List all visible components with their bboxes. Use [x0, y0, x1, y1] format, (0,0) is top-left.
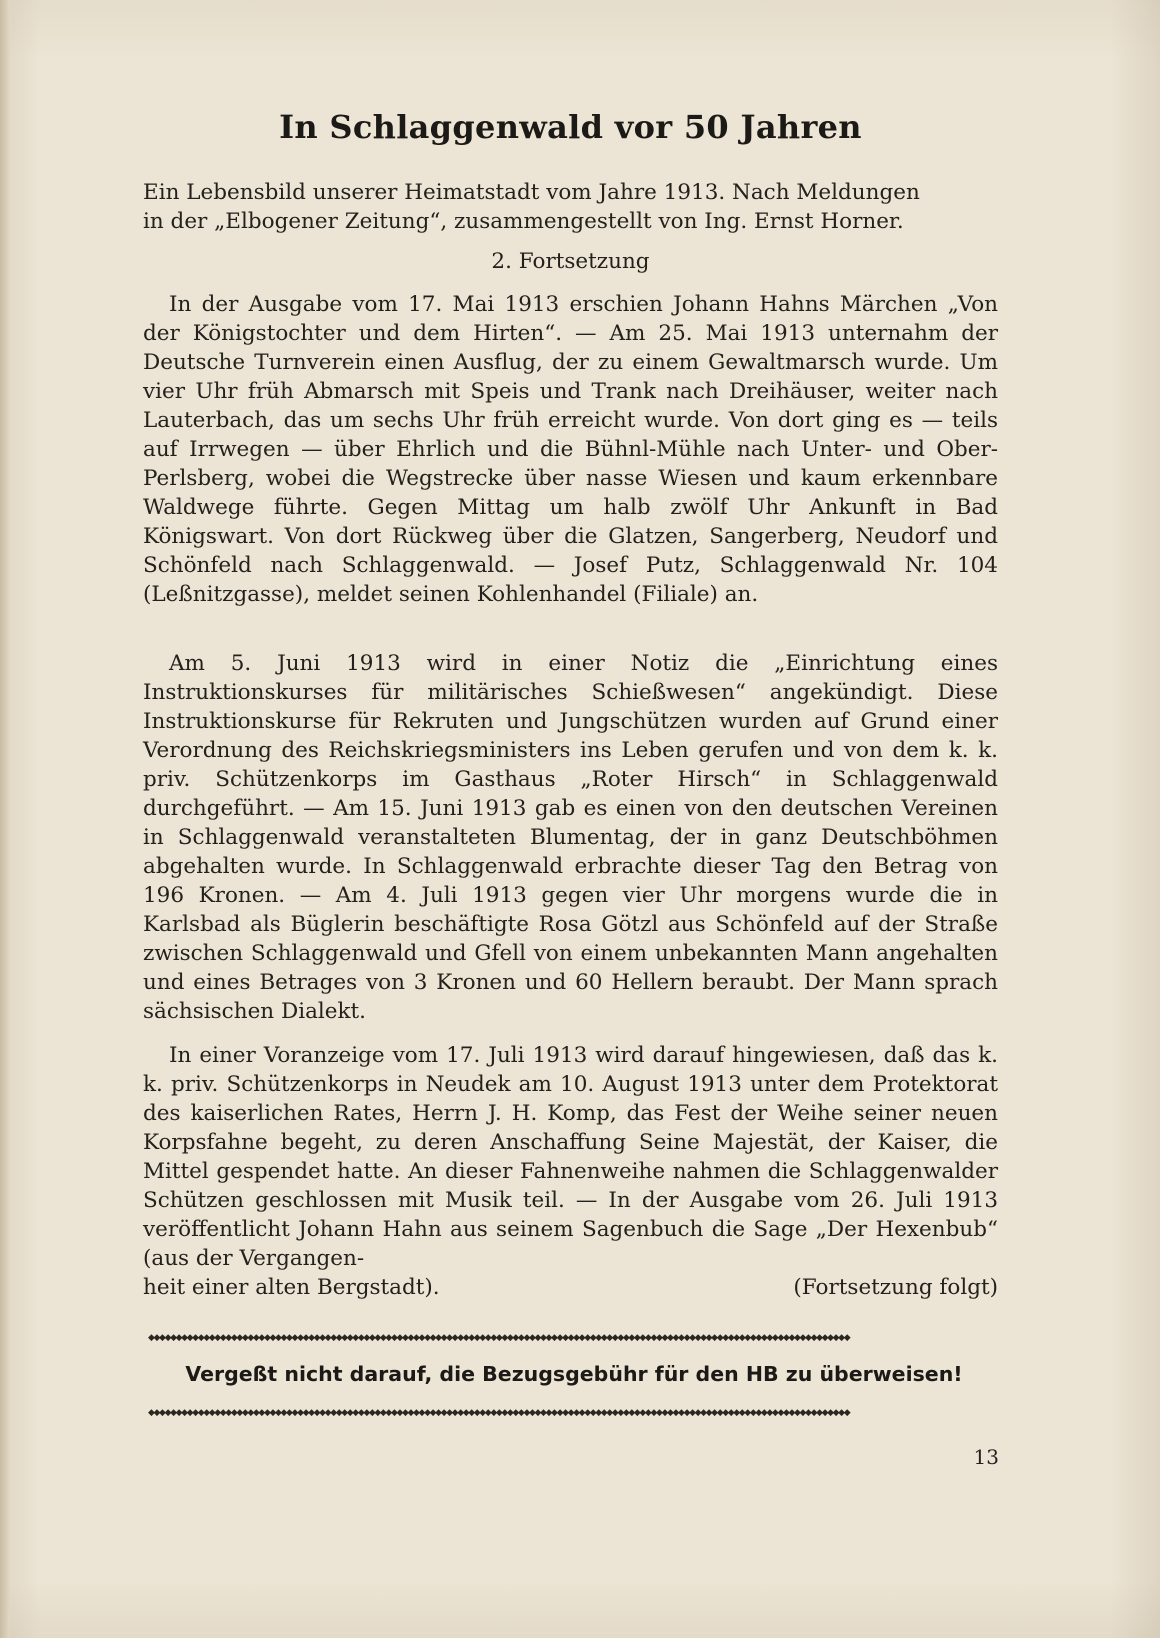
continuation-note: (Fortsetzung folgt) — [793, 1275, 998, 1300]
article-intro — [143, 178, 998, 236]
final-line-text: heit einer alten Bergstadt). — [143, 1275, 440, 1300]
article-paragraph-3 — [143, 1041, 998, 1302]
intro-line: in der „Elbogener Zeitung“, zusammengestellt von Ing. Ernst Horner. — [143, 209, 904, 234]
ornamental-divider-bottom: ◆◆◆◆◆◆◆◆◆◆◆◆◆◆◆◆◆◆◆◆◆◆◆◆◆◆◆◆◆◆◆◆◆◆◆◆◆◆◆◆◆◆◆◆◆◆◆◆◆◆◆◆◆◆◆◆◆◆◆◆◆◆◆◆◆◆◆◆◆◆◆◆◆◆◆◆◆◆◆◆◆◆◆◆◆◆◆◆◆◆◆◆◆◆◆◆◆◆◆◆◆◆◆◆◆◆◆◆◆◆◆◆◆◆◆◆◆◆◆◆◆◆◆◆◆◆◆ — [148, 1408, 850, 1418]
page-spine-shadow — [0, 0, 10, 1638]
ornamental-divider-top: ◆◆◆◆◆◆◆◆◆◆◆◆◆◆◆◆◆◆◆◆◆◆◆◆◆◆◆◆◆◆◆◆◆◆◆◆◆◆◆◆◆◆◆◆◆◆◆◆◆◆◆◆◆◆◆◆◆◆◆◆◆◆◆◆◆◆◆◆◆◆◆◆◆◆◆◆◆◆◆◆◆◆◆◆◆◆◆◆◆◆◆◆◆◆◆◆◆◆◆◆◆◆◆◆◆◆◆◆◆◆◆◆◆◆◆◆◆◆◆◆◆◆◆◆◆◆◆ — [148, 1333, 850, 1343]
article-paragraph-1 — [143, 290, 998, 609]
article-paragraph: In der Ausgabe vom 17. Mai 1913 erschien Johann Hahns Märchen „Von der Königstochter und dem Hirten“. — Am 25. Mai 1913 unternahm der Deutsche Turnverein einen Ausflug, der zu einem Gewaltmarsch wurde. Um vier Uhr früh Abmarsch mit Speis und Trank nach Dreihäuser, weiter nach Lauterbach, das um sechs Uhr früh erreicht wurde. Von dort ging es — teils auf Irrwegen — über Ehrlich und die Bühnl-Mühle nach Unter- und Ober-Perlsberg, wobei die Wegstrecke über nasse Wiesen und kaum erkennbare Waldwege führte. Gegen Mittag um halb zwölf Uhr Ankunft in Bad Königswart. Von dort Rückweg über die Glatzen, Sangerberg, Neudorf und Schönfeld nach Schlaggenwald. — Josef Putz, Schlaggenwald Nr. 104 (Leßnitzgasse), meldet seinen Kohlenhandel (Filiale) an. — [143, 292, 998, 607]
intro-line: Ein Lebensbild unserer Heimatstadt vom Jahre 1913. Nach Meldungen — [143, 180, 920, 205]
article-paragraph-2 — [143, 649, 998, 1026]
article-final-line — [143, 1273, 998, 1302]
article-paragraph: Am 5. Juni 1913 wird in einer Notiz die „Einrichtung eines Instruktionskurses für militärisches Schießwesen“ angekündigt. Diese Instruktionskurse für Rekruten und Jungschützen wurden auf Grund einer Verordnung des Reichskriegsministers ins Leben gerufen und von dem k. k. priv. Schützenkorps im Gasthaus „Roter Hirsch“ in Schlaggenwald durchgeführt. — Am 15. Juni 1913 gab es einen von den deutschen Vereinen in Schlaggenwald veranstalteten Blumentag, der in ganz Deutschböhmen abgehalten wurde. In Schlaggenwald erbrachte dieser Tag den Betrag von 196 Kronen. — Am 4. Juli 1913 gegen vier Uhr morgens wurde die in Karlsbad als Büglerin beschäftigte Rosa Götzl aus Schönfeld auf der Straße zwischen Schlaggenwald und Gfell von einem unbekannten Mann angehalten und eines Betrages von 3 Kronen und 60 Hellern beraubt. Der Mann sprach sächsischen Dialekt. — [143, 651, 998, 1024]
installment-label: 2. Fortsetzung — [491, 249, 650, 274]
article-title: In Schlaggenwald vor 50 Jahren — [279, 108, 862, 146]
page-number: 13 — [973, 1445, 999, 1469]
article-paragraph: In einer Voranzeige vom 17. Juli 1913 wird darauf hingewiesen, daß das k. k. priv. Schützenkorps in Neudek am 10. August 1913 unter dem Protektorat des kaiserlichen Rates, Herrn J. H. Komp, das Fest der Weihe seiner neuen Korpsfahne begeht, zu deren Anschaffung Seine Majestät, der Kaiser, die Mittel gespendet hatte. An dieser Fahnenweihe nahmen die Schlaggenwalder Schützen geschlossen mit Musik teil. — In der Ausgabe vom 26. Juli 1913 veröffentlicht Johann Hahn aus seinem Sagenbuch die Sage „Der Hexenbub“ (aus der Vergangen- — [143, 1043, 998, 1271]
installment-label-block — [143, 247, 998, 276]
subscription-notice: Vergeßt nicht darauf, die Bezugsgebühr für den HB zu überweisen! — [185, 1362, 963, 1386]
